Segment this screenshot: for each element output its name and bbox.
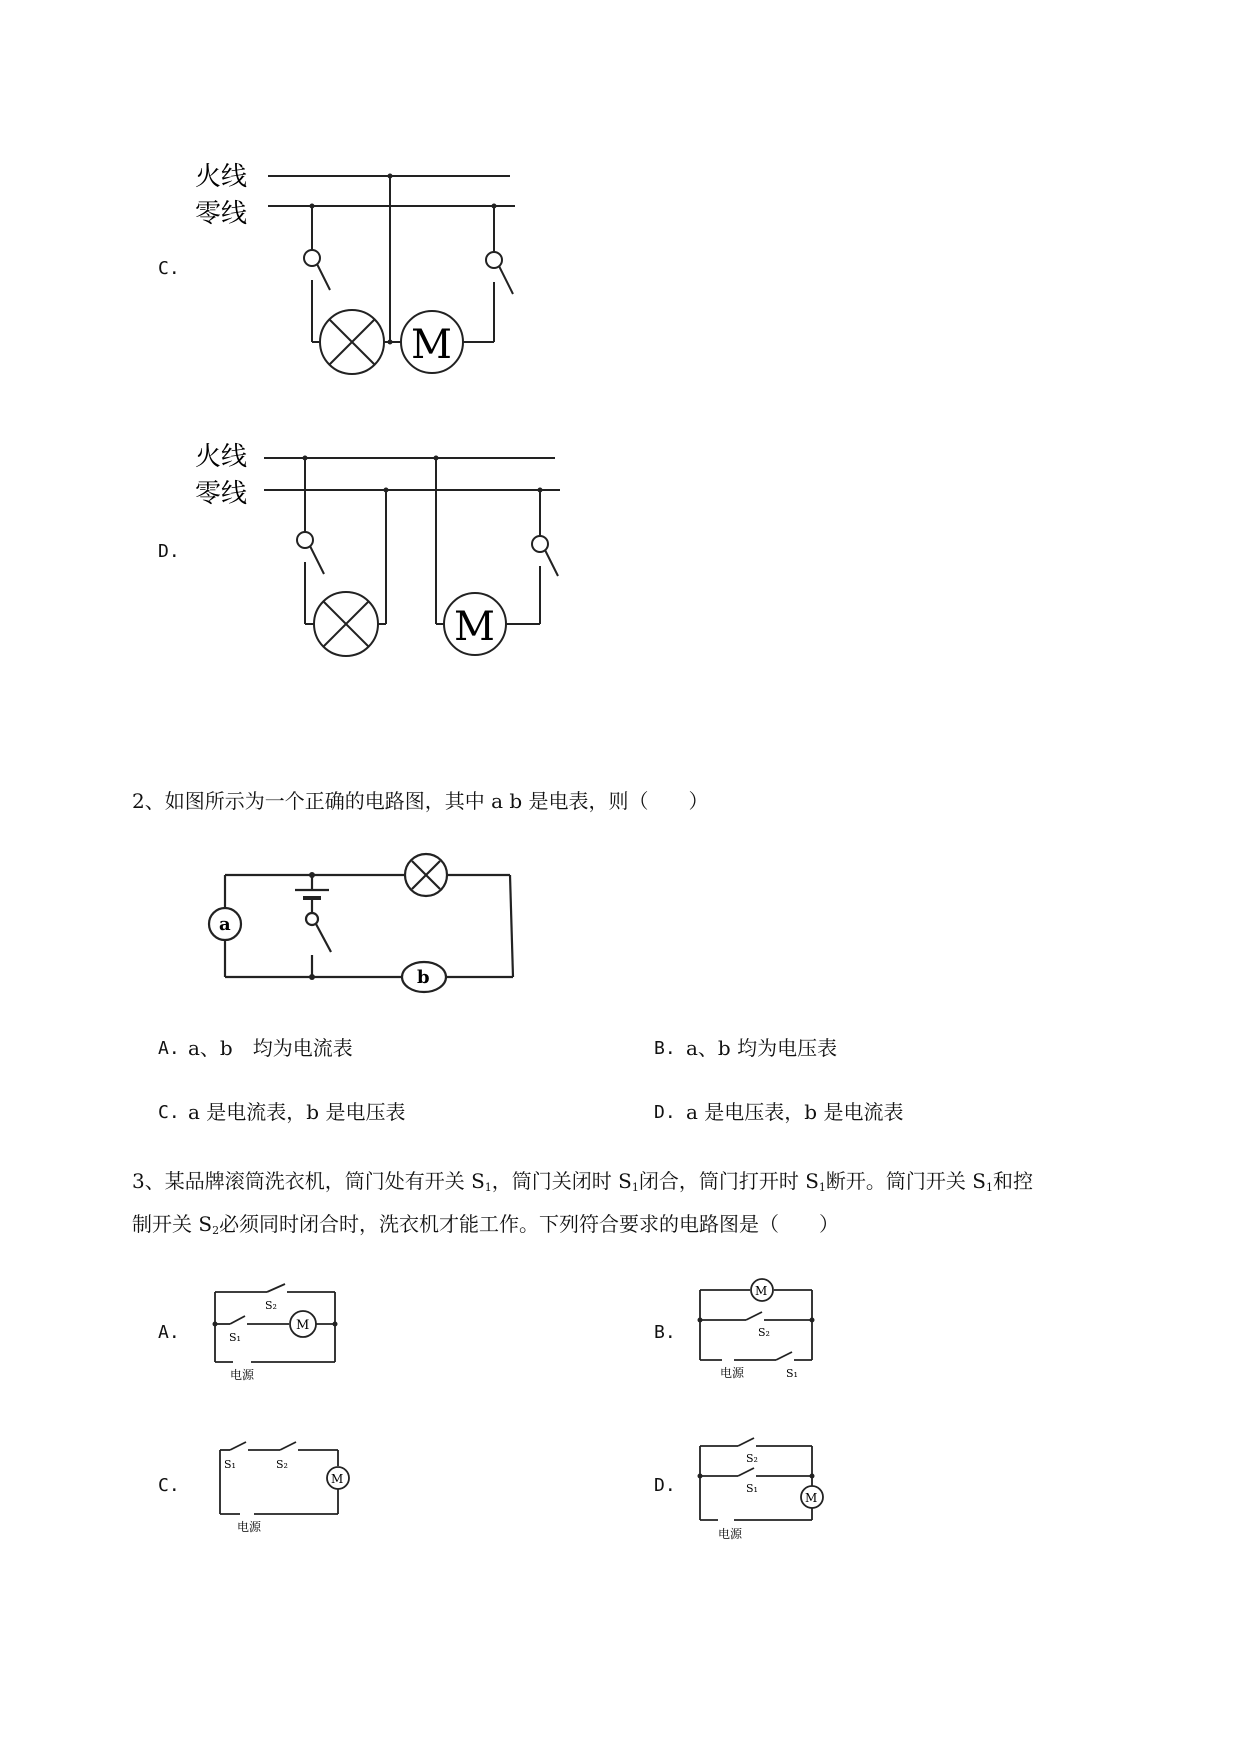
q3-option-c-label[interactable]: C. (158, 1475, 180, 1496)
q1-option-c-label[interactable]: C. (158, 258, 180, 279)
motor-label: M (331, 1472, 344, 1486)
s2-label: S₂ (276, 1458, 288, 1471)
power-label: 电源 (720, 1366, 745, 1380)
s1-label: S₁ (786, 1367, 798, 1380)
motor-label: M (454, 604, 495, 650)
power-label: 电源 (718, 1527, 743, 1541)
motor-label: M (805, 1491, 818, 1505)
s1-label: S₁ (229, 1331, 241, 1344)
q2-option-a-label[interactable]: A. (158, 1038, 180, 1059)
s1-label: S₁ (746, 1482, 758, 1495)
q2-option-d-text[interactable]: a 是电压表，b 是电流表 (686, 1100, 904, 1124)
q2-option-a-text[interactable]: a、b 均为电流表 (188, 1036, 353, 1060)
fire-line-label: 火线 (195, 442, 248, 472)
q3-option-d-diagram[interactable] (690, 1434, 840, 1544)
q2-circuit-diagram (195, 860, 525, 1000)
s2-label: S₂ (746, 1452, 758, 1465)
motor-label: M (296, 1318, 310, 1333)
power-label: 电源 (237, 1520, 262, 1534)
switch-icon (297, 532, 313, 548)
switch-icon (306, 913, 318, 925)
q3-option-c-diagram[interactable] (210, 1432, 365, 1532)
q3-option-a-diagram[interactable] (205, 1282, 350, 1382)
meter-a-label: a (219, 914, 231, 935)
motor-label: M (411, 322, 452, 368)
s2-label: S₂ (265, 1299, 277, 1312)
fire-line-label: 火线 (195, 162, 248, 192)
switch-icon (486, 252, 502, 268)
s2-label: S₂ (758, 1326, 770, 1339)
motor-label: M (755, 1284, 768, 1298)
q2-stem: 2、如图所示为一个正确的电路图，其中 a b 是电表，则（ ） (132, 789, 709, 813)
q1-option-d-diagram[interactable] (180, 430, 620, 680)
q2-option-b-text[interactable]: a、b 均为电压表 (686, 1036, 838, 1060)
zero-line-label: 零线 (195, 479, 248, 509)
q3-stem-line-1: 3、某品牌滚筒洗衣机，筒门处有开关 $S_1$，筒门关闭时 $S_1$闭合，筒门打开时 $S_1$断开。筒门开关 $S_1$和控 (132, 1169, 1033, 1194)
q1-option-d-label[interactable]: D. (158, 541, 180, 562)
q3-option-d-label[interactable]: D. (654, 1475, 676, 1496)
switch-icon (532, 536, 548, 552)
q1-option-c-diagram[interactable] (180, 150, 540, 390)
zero-line-label: 零线 (195, 199, 248, 229)
q2-option-b-label[interactable]: B. (654, 1038, 676, 1059)
q2-option-c-label[interactable]: C. (158, 1102, 180, 1123)
meter-b-label: b (417, 967, 430, 988)
q3-option-b-label[interactable]: B. (654, 1322, 676, 1343)
q2-option-c-text[interactable]: a 是电流表，b 是电压表 (188, 1100, 406, 1124)
switch-icon (304, 250, 320, 266)
q3-stem-line-2: 制开关 $S_2$必须同时闭合时，洗衣机才能工作。下列符合要求的电路图是（ ） (132, 1212, 840, 1237)
q3-option-a-label[interactable]: A. (158, 1322, 180, 1343)
power-label: 电源 (230, 1368, 255, 1382)
q3-option-b-diagram[interactable] (690, 1280, 835, 1378)
q2-option-d-label[interactable]: D. (654, 1102, 676, 1123)
s1-label: S₁ (224, 1458, 236, 1471)
